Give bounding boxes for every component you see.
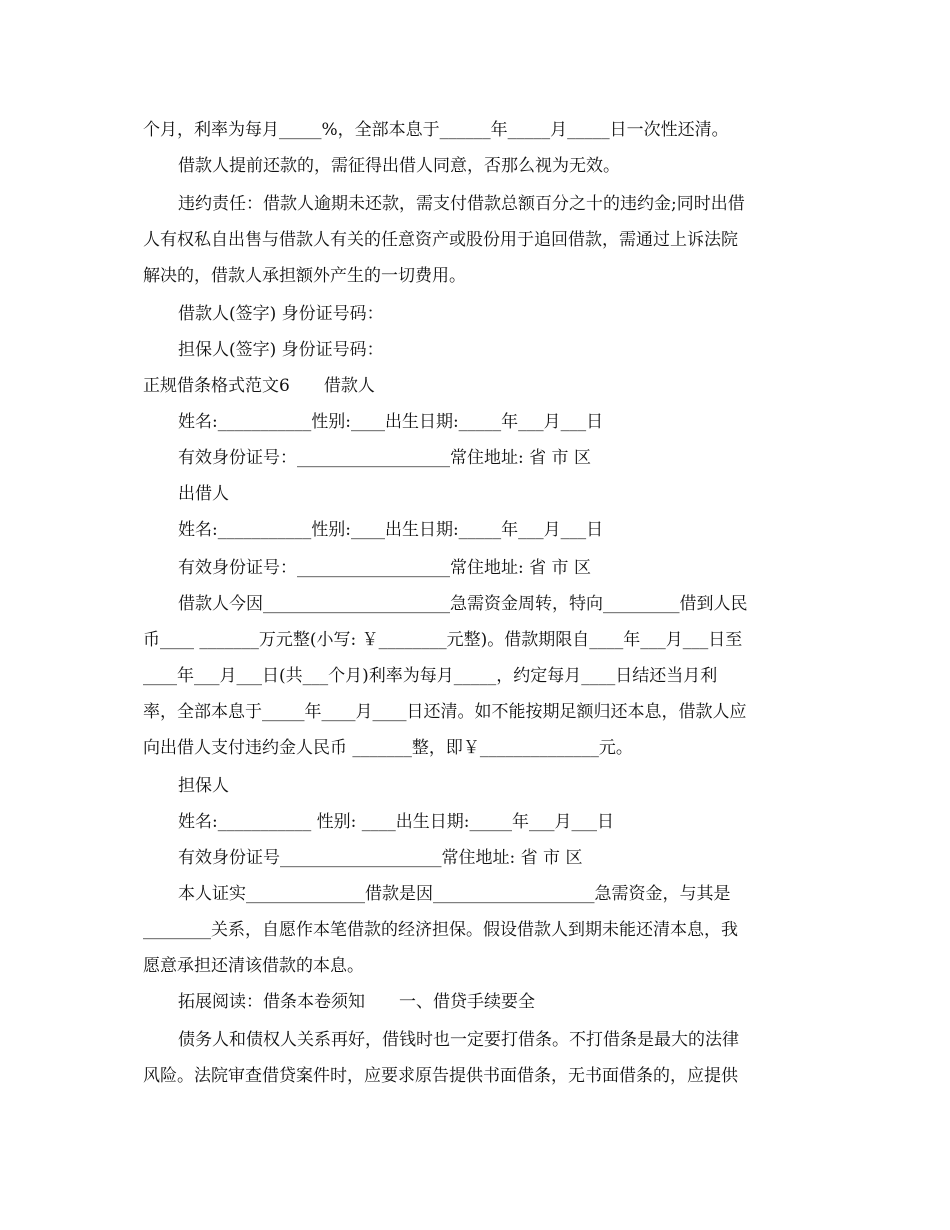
- text-line-loan-5: 向出借人支付违约金人民币 _______整，即￥______________元。: [143, 738, 633, 758]
- text-line-guarantor-name: 姓名:___________ 性别: ____出生日期:_____年___月___日: [178, 812, 614, 832]
- text-line-borrower-id: 有效身份证号：__________________常住地址: 省 市 区: [178, 448, 591, 468]
- text-line-early-repayment: 借款人提前还款的，需征得出借人同意，否那么视为无效。: [178, 156, 620, 176]
- text-line-loan-4: 率，全部本息于_____年____月____日还清。如不能按期足额归还本息，借款人应: [143, 702, 747, 722]
- text-line-guarantor-id: 有效身份证号___________________常住地址: 省 市 区: [178, 848, 583, 868]
- text-line-lender-name: 姓名:___________性别:____出生日期:_____年___月___日: [178, 520, 604, 540]
- text-line-advice-1: 债务人和债权人关系再好，借钱时也一定要打借条。不打借条是最大的法律: [178, 1030, 739, 1050]
- text-line-lender-id: 有效身份证号：__________________常住地址: 省 市 区: [178, 558, 591, 578]
- text-line-lender-heading: 出借人: [178, 484, 229, 504]
- section-heading-sample-6: 正规借条格式范文6 借款人: [143, 376, 375, 396]
- text-line-breach-1: 违约责任：借款人逾期未还款，需支付借款总额百分之十的违约金;同时出借: [178, 194, 745, 214]
- text-line-guarantor-heading: 担保人: [178, 776, 229, 796]
- text-line-extended-reading: 拓展阅读：借条本卷须知 一、借贷手续要全: [178, 992, 535, 1012]
- text-line-rate-repayment: 个月，利率为每月_____%，全部本息于______年_____月_____日一次性还清。: [143, 120, 729, 140]
- text-line-guarantee-1: 本人证实______________借款是因___________________急需资金，与其是: [178, 884, 731, 904]
- text-line-loan-2: 币____ _______万元整(小写: ￥________元整)。借款期限自____年___月___日至: [143, 630, 743, 650]
- text-line-guarantor-signature: 担保人(签字) 身份证号码：: [178, 340, 384, 360]
- text-line-borrower-signature: 借款人(签字) 身份证号码：: [178, 304, 384, 324]
- text-line-advice-2: 风险。法院审查借贷案件时，应要求原告提供书面借条，无书面借条的，应提供: [143, 1066, 738, 1086]
- text-line-breach-3: 解决的，借款人承担额外产生的一切费用。: [143, 266, 466, 286]
- text-line-breach-2: 人有权私自出售与借款人有关的任意资产或股份用于追回借款，需通过上诉法院: [143, 230, 738, 250]
- text-line-borrower-name: 姓名:___________性别:____出生日期:_____年___月___日: [178, 412, 604, 432]
- text-line-loan-3: ____年___月___日(共___个月)利率为每月_____，约定每月____日结还当月利: [143, 666, 718, 686]
- text-line-guarantee-3: 愿意承担还清该借款的本息。: [143, 956, 364, 976]
- text-line-guarantee-2: ________关系，自愿作本笔借款的经济担保。假设借款人到期未能还清本息，我: [143, 920, 738, 940]
- text-line-loan-1: 借款人今因______________________急需资金周转，特向_________借到人民: [178, 594, 748, 614]
